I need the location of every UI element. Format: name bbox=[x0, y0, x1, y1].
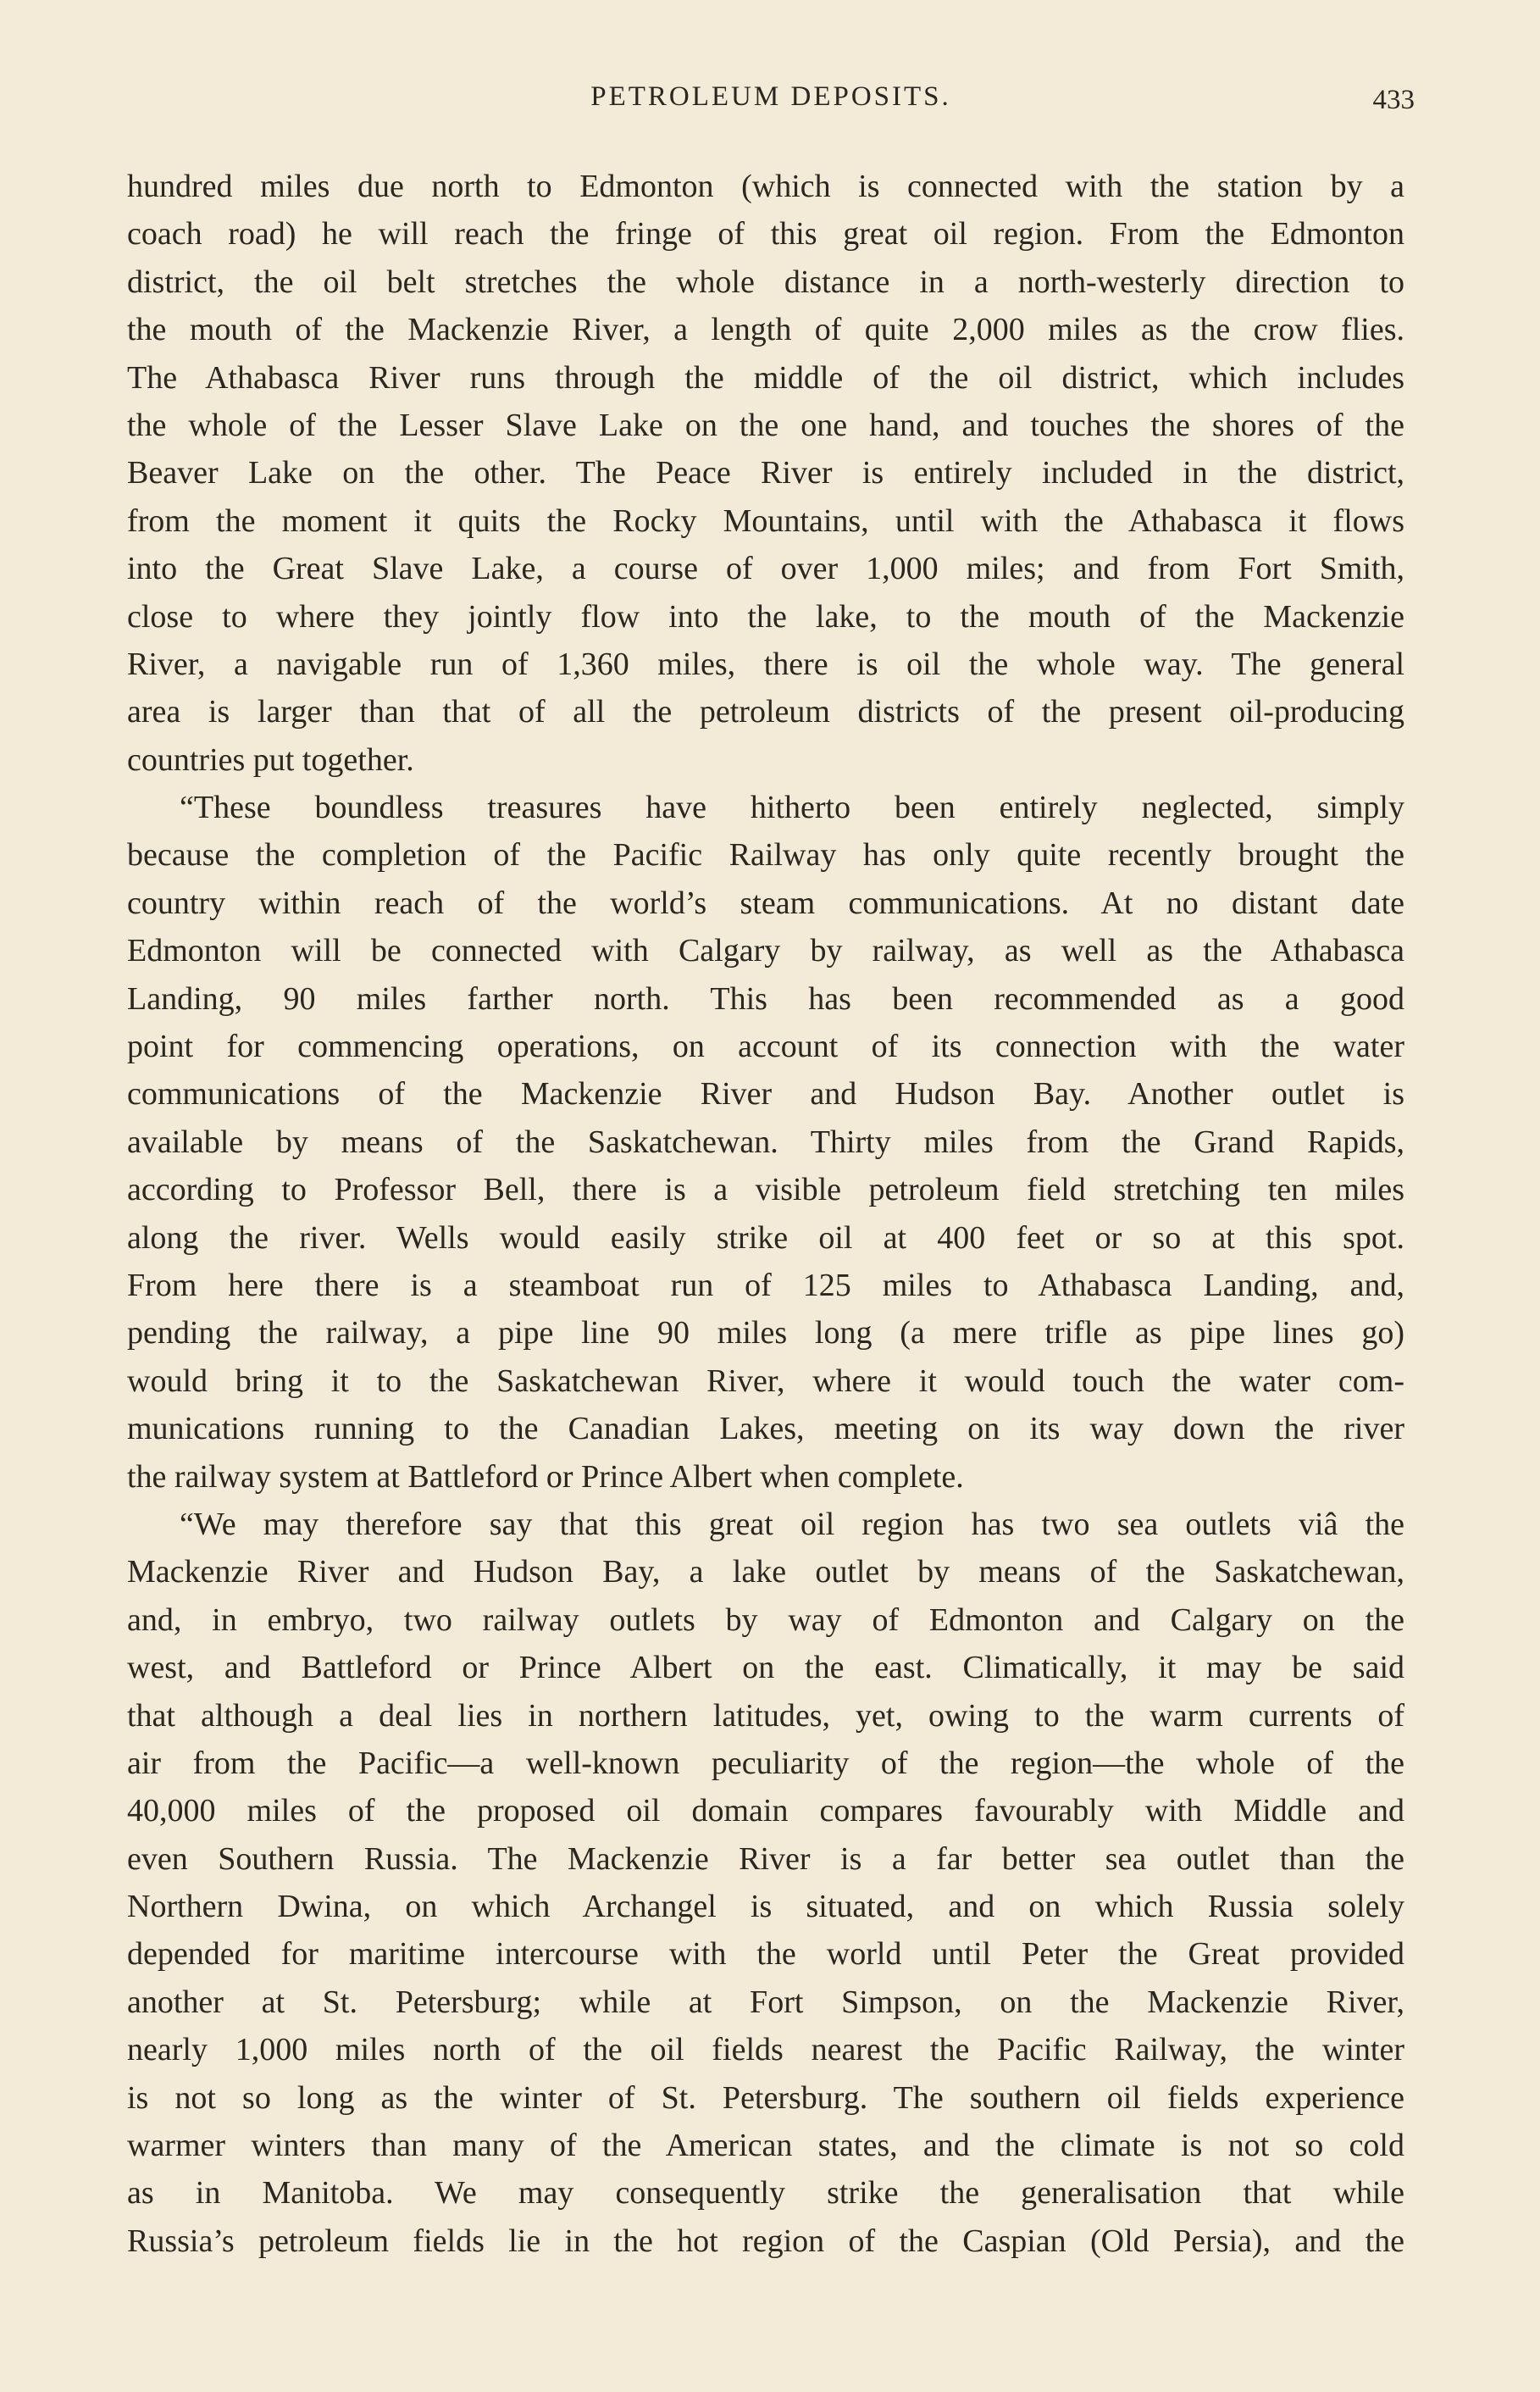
text-line: country within reach of the world’s steam communications. At no distant date bbox=[127, 885, 1404, 921]
paragraph-3 bbox=[127, 1501, 1404, 2265]
text-line: Beaver Lake on the other. The Peace River is entirely included in the district, bbox=[127, 455, 1404, 491]
text-line: countries put together. bbox=[127, 741, 414, 778]
text-line: nearly 1,000 miles north of the oil fields nearest the Pacific Railway, the winter bbox=[127, 2032, 1404, 2068]
text-line: would bring it to the Saskatchewan River, where it would touch the water com- bbox=[127, 1362, 1404, 1399]
text-line: and, in embryo, two railway outlets by way of Edmonton and Calgary on the bbox=[127, 1601, 1404, 1638]
text-line: coach road) he will reach the fringe of this great oil region. From the Edmonton bbox=[127, 216, 1404, 253]
text-line: hundred miles due north to Edmonton (which is connected with the station by a bbox=[127, 169, 1404, 204]
running-head bbox=[127, 81, 1415, 124]
text-line: is not so long as the winter of St. Petersburg. The southern oil fields experience bbox=[127, 2079, 1404, 2116]
text-line: area is larger than that of all the petroleum districts of the present oil-producing bbox=[127, 694, 1404, 730]
text-line: west, and Battleford or Prince Albert on the east. Climatically, it may be said bbox=[127, 1650, 1404, 1686]
text-line: point for commencing operations, on account of its connection with the water bbox=[127, 1029, 1404, 1065]
text-line: Edmonton will be connected with Calgary by railway, as well as the Athabasca bbox=[127, 933, 1404, 969]
paragraph-2 bbox=[127, 784, 1404, 1501]
running-title: PETROLEUM DEPOSITS. bbox=[590, 81, 951, 112]
text-line: according to Professor Bell, there is a visible petroleum field stretching ten miles bbox=[127, 1172, 1404, 1208]
text-line: the railway system at Battleford or Prince Albert when complete. bbox=[127, 1458, 964, 1495]
text-line: From here there is a steamboat run of 125 miles to Athabasca Landing, and, bbox=[127, 1267, 1404, 1303]
text-line: even Southern Russia. The Mackenzie River is a far better sea outlet than the bbox=[127, 1840, 1404, 1877]
text-line: that although a deal lies in northern latitudes, yet, owing to the warm currents of bbox=[127, 1697, 1404, 1734]
text-line: Russia’s petroleum fields lie in the hot region of the Caspian (Old Persia), and the bbox=[127, 2223, 1404, 2259]
text-line: munications running to the Canadian Lakes, meeting on its way down the river bbox=[127, 1411, 1404, 1447]
text-line: the mouth of the Mackenzie River, a length of quite 2,000 miles as the crow flies. bbox=[127, 312, 1404, 348]
text-line: The Athabasca River runs through the middle of the oil district, which includes bbox=[127, 359, 1404, 396]
text-line: “These boundless treasures have hitherto been entirely neglected, simply bbox=[180, 790, 1404, 826]
paragraph-1 bbox=[127, 163, 1404, 784]
text-line: Landing, 90 miles farther north. This has been recommended as a good bbox=[127, 980, 1404, 1017]
text-line: into the Great Slave Lake, a course of over 1,000 miles; and from Fort Smith, bbox=[127, 551, 1404, 587]
body-text bbox=[127, 163, 1404, 2265]
text-line: depended for maritime intercourse with the world until Peter the Great provided bbox=[127, 1936, 1404, 1973]
text-line: air from the Pacific—a well-known peculiarity of the region—the whole of the bbox=[127, 1745, 1404, 1781]
text-line: from the moment it quits the Rocky Mountains, until with the Athabasca it flows bbox=[127, 502, 1404, 539]
text-line: as in Manitoba. We may consequently strike the generalisation that while bbox=[127, 2175, 1404, 2212]
text-line: River, a navigable run of 1,360 miles, there is oil the whole way. The general bbox=[127, 646, 1404, 682]
text-line: communications of the Mackenzie River and Hudson Bay. Another outlet is bbox=[127, 1076, 1404, 1113]
page-number: 433 bbox=[1372, 85, 1415, 115]
text-line: 40,000 miles of the proposed oil domain compares favourably with Middle and bbox=[127, 1793, 1404, 1829]
text-line: close to where they jointly flow into the lake, to the mouth of the Mackenzie bbox=[127, 598, 1404, 635]
text-line: another at St. Petersburg; while at Fort Simpson, on the Mackenzie River, bbox=[127, 1984, 1404, 2020]
text-line: available by means of the Saskatchewan. Thirty miles from the Grand Rapids, bbox=[127, 1124, 1404, 1160]
text-line: Mackenzie River and Hudson Bay, a lake outlet by means of the Saskatchewan, bbox=[127, 1554, 1404, 1590]
text-line: district, the oil belt stretches the whole distance in a north-westerly direction to bbox=[127, 264, 1404, 300]
text-line: pending the railway, a pipe line 90 miles long (a mere trifle as pipe lines go) bbox=[127, 1315, 1404, 1351]
text-line: Northern Dwina, on which Archangel is situated, and on which Russia solely bbox=[127, 1889, 1404, 1925]
text-line: warmer winters than many of the American states, and the climate is not so cold bbox=[127, 2128, 1404, 2164]
text-line: “We may therefore say that this great oil region has two sea outlets viâ the bbox=[180, 1506, 1404, 1542]
text-line: the whole of the Lesser Slave Lake on the one hand, and touches the shores of the bbox=[127, 407, 1404, 443]
text-line: along the river. Wells would easily strike oil at 400 feet or so at this spot. bbox=[127, 1219, 1404, 1256]
text-line: because the completion of the Pacific Railway has only quite recently brought the bbox=[127, 837, 1404, 874]
